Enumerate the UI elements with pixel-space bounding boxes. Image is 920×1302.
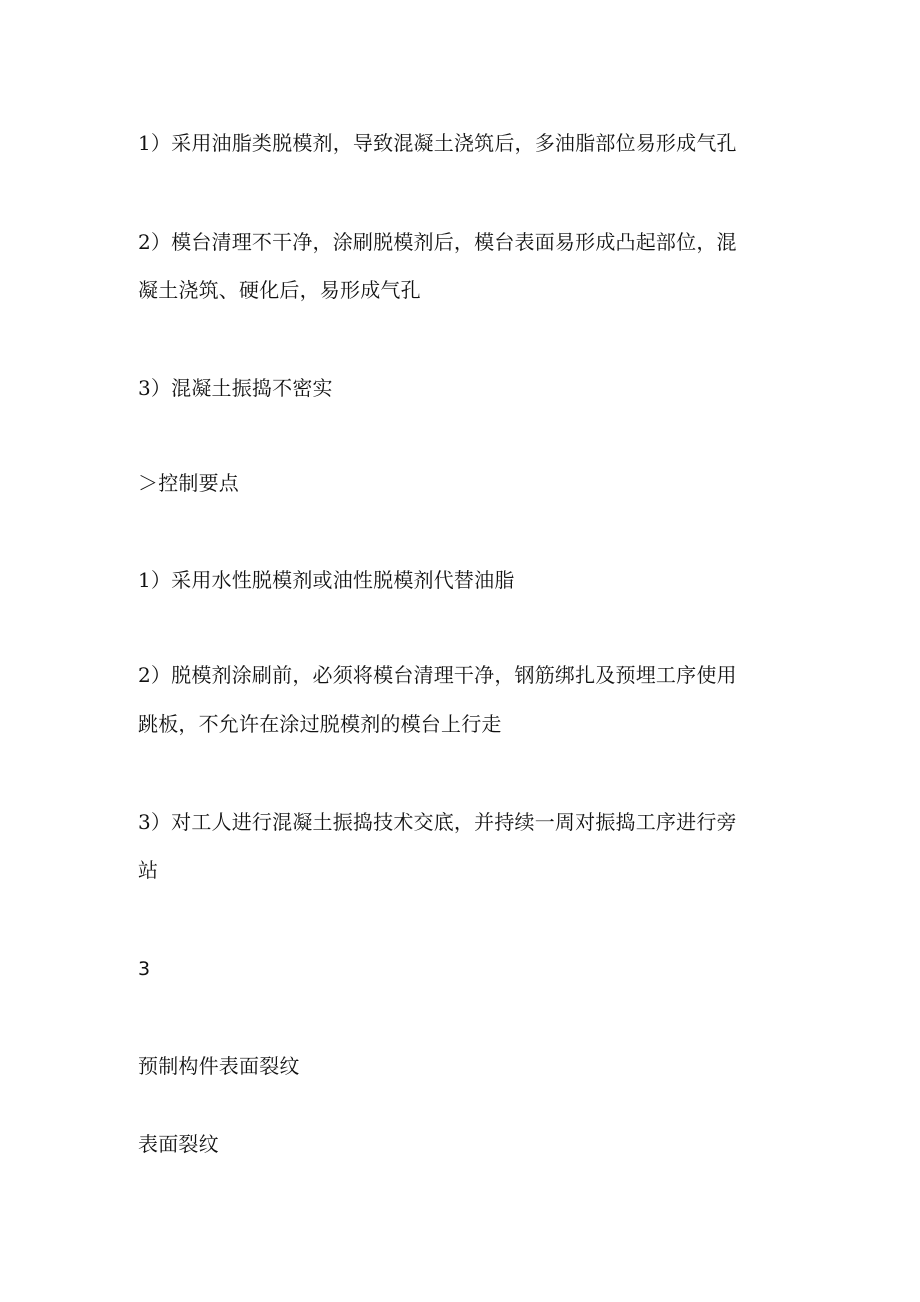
section-title: 预制构件表面裂纹 xyxy=(138,1054,300,1078)
paragraph-cause-1: 1）采用油脂类脱模剂，导致混凝土浇筑后，多油脂部位易形成气孔 xyxy=(138,131,737,155)
section-heading-control-points: ＞控制要点 xyxy=(138,471,239,495)
paragraph-cause-3: 3）混凝土振捣不密实 xyxy=(138,376,333,400)
paragraph-control-2-line-1: 2）脱模剂涂刷前，必须将模台清理干净，钢筋绑扎及预埋工序使用 xyxy=(138,663,737,687)
subsection-title: 表面裂纹 xyxy=(138,1132,219,1156)
paragraph-control-2-line-2: 跳板，不允许在涂过脱模剂的模台上行走 xyxy=(138,712,502,736)
paragraph-control-3-line-2: 站 xyxy=(138,858,159,882)
paragraph-control-3-line-1: 3）对工人进行混凝土振捣技术交底，并持续一周对振捣工序进行旁 xyxy=(138,810,737,834)
paragraph-cause-2-line-2: 凝土浇筑、硬化后，易形成气孔 xyxy=(138,278,421,302)
paragraph-control-1: 1）采用水性脱模剂或油性脱模剂代替油脂 xyxy=(138,568,515,592)
section-number: 3 xyxy=(138,958,151,980)
paragraph-cause-2-line-1: 2）模台清理不干净，涂刷脱模剂后，模台表面易形成凸起部位，混 xyxy=(138,230,737,254)
